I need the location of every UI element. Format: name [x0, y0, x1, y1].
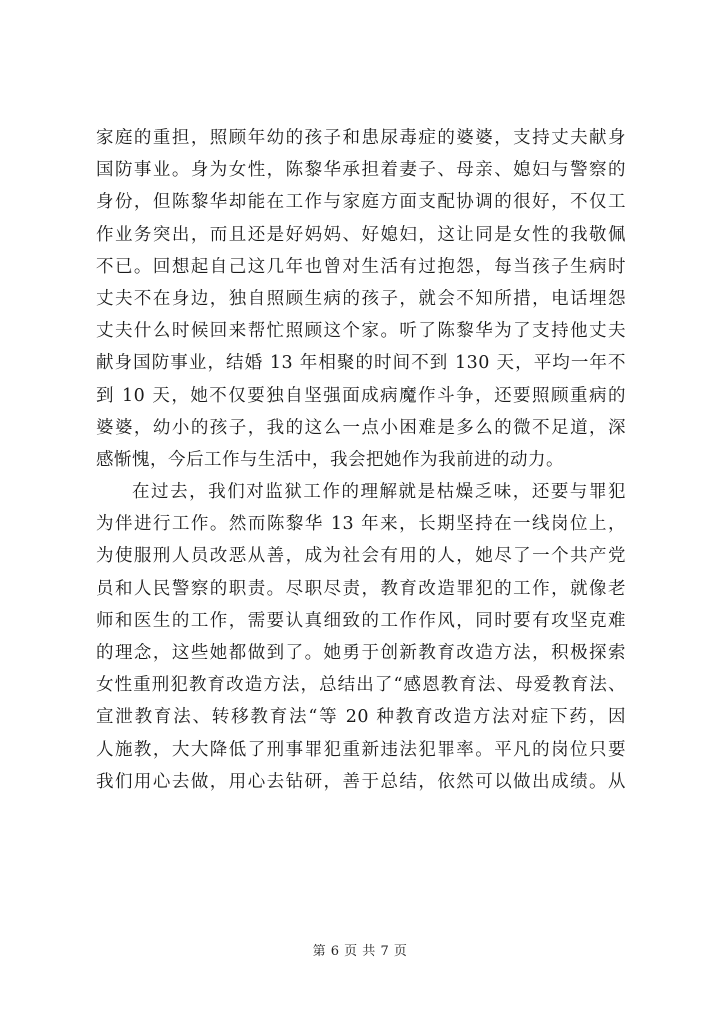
- body-text: [96, 122, 626, 798]
- text-line: 丈夫不在身边，独自照顾生病的孩子，就会不知所措，电话埋怨: [96, 288, 626, 309]
- text-line: 宣泄教育法、转移教育法“等 20 种教育改造方法对症下药，因: [96, 707, 626, 728]
- page-number-footer: 第 6 页 共 7 页: [312, 944, 408, 959]
- text-line: 我们用心去做，用心去钻研，善于总结，依然可以做出成绩。从: [96, 771, 626, 792]
- text-line: 到 10 天，她不仅要独自坚强面成病魔作斗争，还要照顾重病的: [96, 385, 626, 406]
- text-line: 身份，但陈黎华却能在工作与家庭方面支配协调的很好，不仅工: [96, 192, 626, 213]
- text-line: 在过去，我们对监狱工作的理解就是枯燥乏味，还要与罪犯: [132, 482, 626, 503]
- text-line: 员和人民警察的职责。尽职尽责，教育改造罪犯的工作，就像老: [96, 578, 626, 599]
- text-line: 丈夫什么时候回来帮忙照顾这个家。听了陈黎华为了支持他丈夫: [96, 321, 626, 342]
- text-line: 为伴进行工作。然而陈黎华 13 年来，长期坚持在一线岗位上，: [96, 514, 626, 535]
- text-line: 国防事业。身为女性，陈黎华承担着妻子、母亲、媳妇与警察的: [96, 160, 626, 181]
- text-line: 不已。回想起自己这几年也曾对生活有过抱怨，每当孩子生病时: [96, 256, 626, 277]
- text-line: 的理念，这些她都做到了。她勇于创新教育改造方法，积极探索: [96, 643, 626, 663]
- text-line: 为使服刑人员改恶从善，成为社会有用的人，她尽了一个共产党: [96, 546, 626, 567]
- text-line: 献身国防事业，结婚 13 年相聚的时间不到 130 天，平均一年不: [96, 353, 626, 374]
- text-line: 家庭的重担，照顾年幼的孩子和患尿毒症的婆婆，支持丈夫献身: [96, 128, 626, 148]
- paragraph-2: [96, 476, 626, 798]
- text-line: 作业务突出，而且还是好妈妈、好媳妇，这让同是女性的我敬佩: [96, 224, 626, 245]
- text-line: 人施教，大大降低了刑事罪犯重新违法犯罪率。平凡的岗位只要: [96, 739, 626, 760]
- text-line: 师和医生的工作，需要认真细致的工作作风，同时要有攻坚克难: [96, 610, 626, 631]
- paragraph-1: [96, 122, 626, 476]
- text-line: 女性重刑犯教育改造方法，总结出了“感恩教育法、母爱教育法、: [96, 675, 626, 696]
- text-line: 婆婆，幼小的孩子，我的这么一点小困难是多么的微不足道，深: [96, 417, 626, 438]
- text-line: 感惭愧，今后工作与生活中，我会把她作为我前进的动力。: [96, 449, 564, 470]
